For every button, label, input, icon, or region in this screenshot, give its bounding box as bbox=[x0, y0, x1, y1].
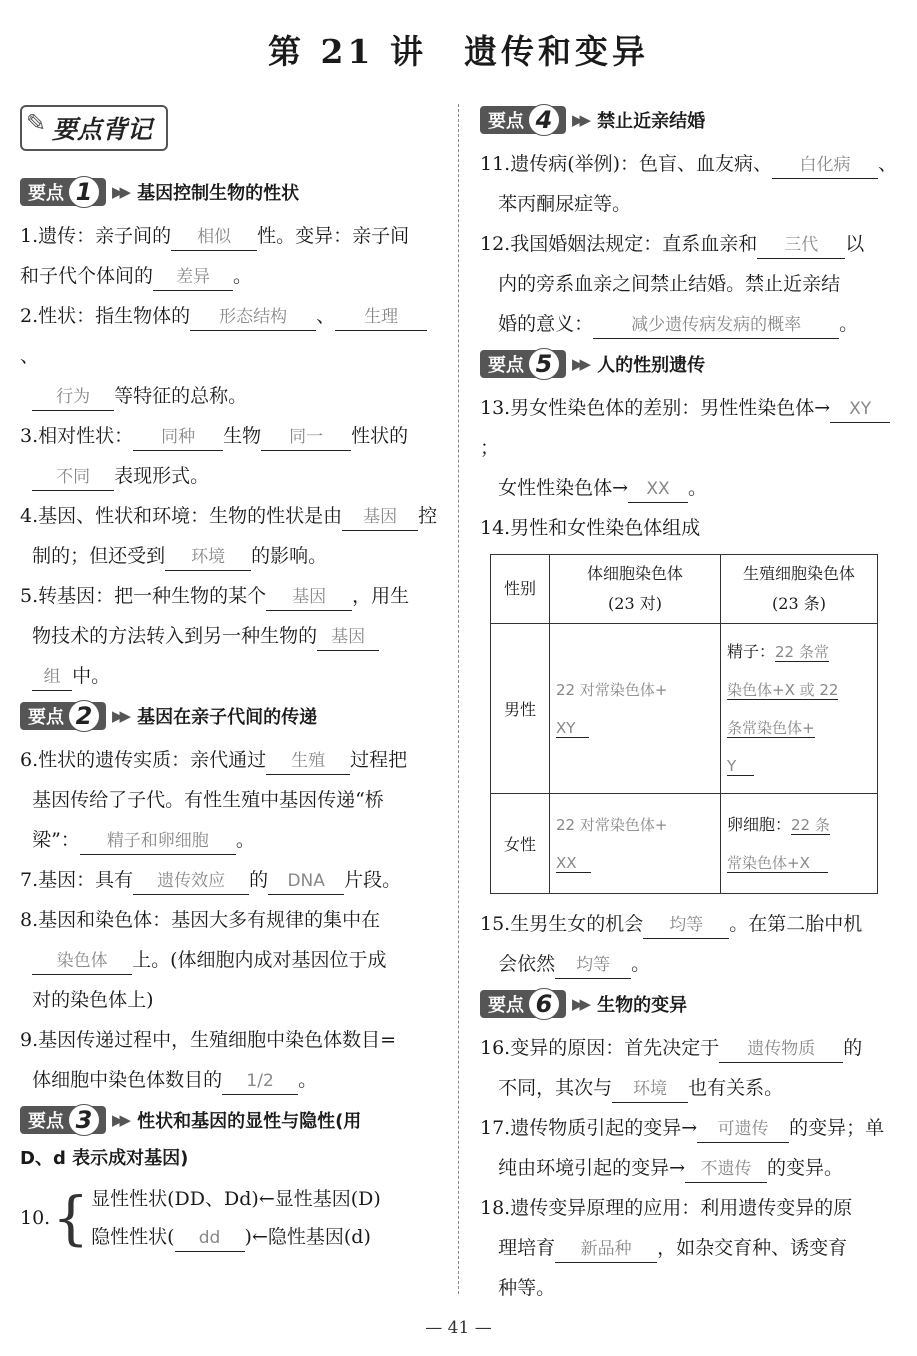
section-badge bbox=[20, 702, 106, 730]
item-6: 6.性状的遗传实质：亲代通过 生殖 过程把 基因传给了子代。有性生殖中基因传递“桥 梁”： 精子和卵细胞 。 bbox=[20, 740, 440, 860]
section-title: 禁止近亲结婚 bbox=[597, 111, 706, 132]
answer: 基因 bbox=[317, 624, 379, 651]
page-number: — 41 — bbox=[425, 1318, 492, 1338]
section-badge bbox=[480, 990, 566, 1018]
answer: XY bbox=[830, 396, 890, 423]
answer: 遗传物质 bbox=[719, 1036, 843, 1063]
item-4: 4.基因、性状和环境：生物的性状是由 基因 控 制的；但还受到 环境 的影响。 bbox=[20, 496, 440, 576]
left-column bbox=[20, 100, 440, 1256]
section-header-5 bbox=[480, 344, 900, 384]
item-15: 15.生男生女的机会 均等 。在第二胎中机 会依然 均等 。 bbox=[480, 904, 900, 984]
badge-label: 要点 bbox=[488, 355, 524, 376]
item-16: 16.变异的原因：首先决定于 遗传物质 的 不同，其次与 环境 也有关系。 bbox=[480, 1028, 900, 1108]
answer: 同种 bbox=[133, 424, 223, 451]
answer: 生理 bbox=[335, 304, 427, 331]
female-germ-cell: 卵细胞：22 条 常染色体+X bbox=[721, 794, 878, 894]
double-arrow-icon: ▶▶ bbox=[112, 707, 128, 725]
answer: 相似 bbox=[171, 224, 257, 251]
item-3: 3.相对性状： 同种 生物 同一 性状的 不同 表现形式。 bbox=[20, 416, 440, 496]
male-germ-cell: 精子：22 条常 染色体+X 或 22 条常染色体+ Y bbox=[721, 624, 878, 794]
item-17: 17.遗传物质引起的变异→ 可遗传 的变异；单 纯由环境引起的变异→ 不遗传 的变异。 bbox=[480, 1108, 900, 1188]
answer: 环境 bbox=[612, 1076, 688, 1103]
male-body-cell: 22 对常染色体+ XY bbox=[550, 624, 721, 794]
answer: 1/2 bbox=[222, 1068, 298, 1095]
answer: 不同 bbox=[32, 464, 114, 491]
badge-number: 1 bbox=[68, 176, 100, 208]
logo-box bbox=[20, 105, 168, 151]
answer: 均等 bbox=[643, 912, 729, 939]
logo bbox=[20, 100, 440, 156]
answer: 新品种 bbox=[555, 1236, 657, 1263]
section-title: 基因控制生物的性状 bbox=[137, 183, 300, 204]
item-10 bbox=[20, 1180, 440, 1256]
section-title-cont: D、d 表示成对基因) bbox=[20, 1148, 189, 1169]
answer: 不遗传 bbox=[685, 1156, 767, 1183]
logo-text: 要点背记 bbox=[52, 115, 153, 144]
badge-number: 2 bbox=[68, 700, 100, 732]
item-12: 12.我国婚姻法规定：直系血亲和 三代 以 内的旁系血亲之间禁止结婚。禁止近亲结 婚的意义： 减少遗传病发病的概率 。 bbox=[480, 224, 900, 344]
section-header-3 bbox=[20, 1100, 440, 1140]
section-badge bbox=[20, 178, 106, 206]
answer: 同一 bbox=[261, 424, 351, 451]
answer: 可遗传 bbox=[697, 1116, 789, 1143]
answer: 减少遗传病发病的概率 bbox=[593, 312, 839, 339]
section-title: 基因在亲子代间的传递 bbox=[137, 707, 318, 728]
answer: 环境 bbox=[165, 544, 251, 571]
column-divider bbox=[458, 104, 459, 1294]
item-8: 8.基因和染色体：基因大多有规律的集中在 染色体 上。(体细胞内成对基因位于成 对的染色体上) bbox=[20, 909, 387, 1011]
section-title: 生物的变异 bbox=[597, 995, 688, 1016]
double-arrow-icon: ▶▶ bbox=[572, 995, 588, 1013]
right-column bbox=[480, 100, 900, 1308]
header-sex: 性别 bbox=[491, 555, 550, 624]
section-header-2 bbox=[20, 696, 440, 736]
female-body-cell: 22 对常染色体+ XX bbox=[550, 794, 721, 894]
item-2: 2.性状：指生物体的 形态结构 、 生理、 行为 等特征的总称。 bbox=[20, 296, 440, 416]
header-germ-cell: 生殖细胞染色体 (23 条) bbox=[721, 555, 878, 624]
answer: 染色体 bbox=[32, 948, 132, 975]
item-number: 10. bbox=[20, 1207, 51, 1229]
item-7: 7.基因：具有 遗传效应 的 DNA 片段。 bbox=[20, 860, 440, 900]
header-body-cell: 体细胞染色体 (23 对) bbox=[550, 555, 721, 624]
answer: 均等 bbox=[555, 952, 631, 979]
badge-number: 6 bbox=[528, 988, 560, 1020]
answer: dd bbox=[175, 1225, 245, 1252]
item-9: 9.基因传递过程中，生殖细胞中染色体数目= 体细胞中染色体数目的 1/2 。 bbox=[20, 1020, 440, 1100]
badge-label: 要点 bbox=[28, 1111, 64, 1132]
row-male: 男性 bbox=[491, 624, 550, 794]
section-header-1 bbox=[20, 172, 440, 212]
double-arrow-icon: ▶▶ bbox=[112, 1111, 128, 1129]
item-18: 18.遗传变异原理的应用：利用遗传变异的原 理培育 新品种 ，如杂交育种、诱变育 种等。 bbox=[480, 1197, 853, 1299]
section-badge bbox=[20, 1106, 106, 1134]
answer: 差异 bbox=[153, 264, 233, 291]
badge-number: 4 bbox=[528, 104, 560, 136]
badge-label: 要点 bbox=[488, 995, 524, 1016]
answer: 精子和卵细胞 bbox=[80, 828, 236, 855]
double-arrow-icon: ▶▶ bbox=[572, 355, 588, 373]
answer: 生殖 bbox=[266, 748, 350, 775]
answer: DNA bbox=[268, 868, 344, 895]
item-5: 5.转基因：把一种生物的某个 基因 ，用生 物技术的方法转入到另一种生物的 基因 组 中。 bbox=[20, 576, 440, 696]
section-title: 人的性别遗传 bbox=[597, 355, 706, 376]
section-header-4 bbox=[480, 100, 900, 140]
section-header-6 bbox=[480, 984, 900, 1024]
section-badge bbox=[480, 350, 566, 378]
answer: 遗传效应 bbox=[133, 868, 249, 895]
badge-number: 3 bbox=[68, 1104, 100, 1136]
badge-label: 要点 bbox=[488, 111, 524, 132]
answer: 白化病 bbox=[772, 152, 878, 179]
double-arrow-icon: ▶▶ bbox=[112, 183, 128, 201]
answer: 行为 bbox=[32, 384, 114, 411]
recessive-line: 隐性性状( dd )←隐性基因(d) bbox=[91, 1218, 381, 1256]
section-title: 性状和基因的显性与隐性(用 bbox=[137, 1111, 362, 1132]
answer: XX bbox=[628, 476, 688, 503]
item-13: 13.男女性染色体的差别：男性性染色体→ XY； 女性性染色体→ XX 。 bbox=[480, 388, 900, 508]
badge-label: 要点 bbox=[28, 183, 64, 204]
answer: 基因 bbox=[266, 584, 352, 611]
badge-number: 5 bbox=[528, 348, 560, 380]
pencil-icon: ✎ bbox=[26, 109, 47, 137]
row-female: 女性 bbox=[491, 794, 550, 894]
section-badge bbox=[480, 106, 566, 134]
item-11: 11.遗传病(举例)：色盲、血友病、 白化病 、 苯丙酮尿症等。 bbox=[480, 153, 898, 215]
dominant-line: 显性性状(DD、Dd)←显性基因(D) bbox=[91, 1188, 381, 1210]
answer: 基因 bbox=[342, 504, 418, 531]
brace: { bbox=[52, 1184, 90, 1252]
item-1: 1.遗传：亲子间的 相似 性。变异：亲子间 和子代个体间的 差异 。 bbox=[20, 216, 440, 296]
answer: 三代 bbox=[757, 232, 845, 259]
item-14: 14.男性和女性染色体组成 bbox=[480, 517, 701, 539]
answer: 形态结构 bbox=[190, 304, 316, 331]
answer: 组 bbox=[32, 664, 72, 691]
chromosome-table bbox=[490, 554, 878, 894]
double-arrow-icon: ▶▶ bbox=[572, 111, 588, 129]
badge-label: 要点 bbox=[28, 707, 64, 728]
page-title: 第 21 讲 遗传和变异 bbox=[268, 32, 649, 71]
